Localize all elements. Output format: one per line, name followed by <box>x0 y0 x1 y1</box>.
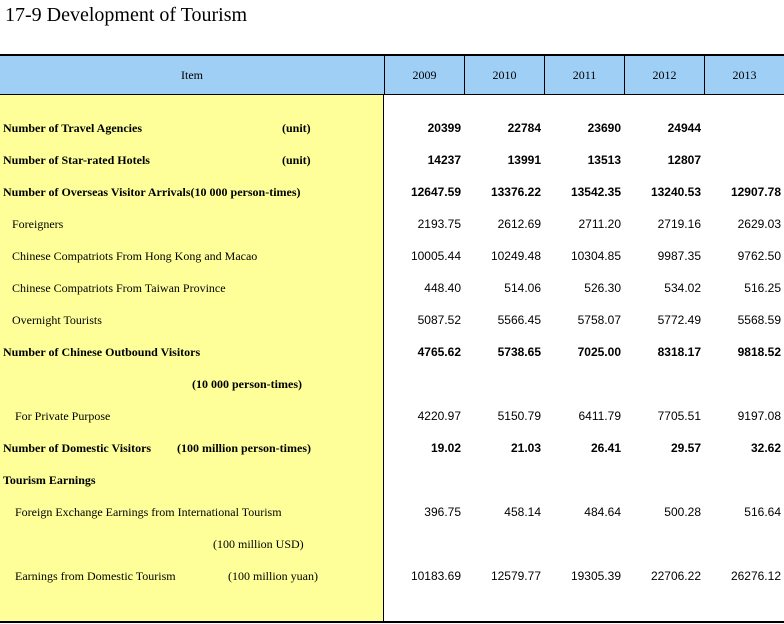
column-header-2009: 2009 <box>385 56 465 94</box>
row-unit: (unit) <box>282 153 311 167</box>
table-row <box>0 400 784 432</box>
table-row <box>0 432 784 464</box>
cell-2012: 22706.22 <box>650 569 701 583</box>
cell-2012: 24944 <box>667 121 701 135</box>
cell-2009: 10183.69 <box>410 569 461 583</box>
cell-2013: 9197.08 <box>737 409 781 423</box>
page-title: 17-9 Development of Tourism <box>5 4 248 26</box>
row-label: Number of Star-rated Hotels <box>3 153 150 167</box>
row-label: Foreigners <box>12 217 64 231</box>
row-unit: (100 million USD) <box>213 537 304 551</box>
table-row <box>0 112 784 144</box>
cell-2011: 26.41 <box>590 441 621 455</box>
cell-2013: 2629.03 <box>737 217 781 231</box>
cell-2009: 20399 <box>427 121 461 135</box>
cell-2009: 19.02 <box>430 441 461 455</box>
cell-2012: 8318.17 <box>657 345 701 359</box>
cell-2010: 12579.77 <box>490 569 541 583</box>
column-header-item: Item <box>0 56 385 94</box>
column-header-2011: 2011 <box>545 56 625 94</box>
cell-2009: 4220.97 <box>417 409 461 423</box>
cell-2011: 2711.20 <box>578 217 621 231</box>
cell-2012: 12807 <box>667 153 701 167</box>
cell-2010: 5566.45 <box>497 313 541 327</box>
cell-2010: 13991 <box>507 153 541 167</box>
row-label: Chinese Compatriots From Hong Kong and Macao <box>12 249 258 263</box>
cell-2011: 13513 <box>587 153 621 167</box>
row-unit: (10 000 person-times) <box>192 377 302 391</box>
table-bottom-rule <box>0 621 784 623</box>
row-label: Overnight Tourists <box>12 313 102 327</box>
table-row <box>0 240 784 272</box>
cell-2012: 5772.49 <box>657 313 701 327</box>
cell-2013: 12907.78 <box>730 185 781 199</box>
table-header <box>0 56 784 95</box>
row-label: Tourism Earnings <box>3 473 96 487</box>
cell-2012: 534.02 <box>664 281 701 295</box>
cell-2009: 4765.62 <box>417 345 461 359</box>
column-header-2013: 2013 <box>732 68 757 82</box>
cell-2012: 9987.35 <box>657 249 701 263</box>
cell-2009: 12647.59 <box>410 185 461 199</box>
row-label: Number of Domestic Visitors <box>3 441 152 455</box>
table-row <box>0 528 784 560</box>
table-row <box>0 560 784 592</box>
cell-2012: 29.57 <box>670 441 701 455</box>
cell-2012: 13240.53 <box>650 185 701 199</box>
table-row <box>0 368 784 400</box>
table-row <box>0 336 784 368</box>
cell-2011: 6411.79 <box>578 409 621 423</box>
cell-2013: 26276.12 <box>730 569 781 583</box>
cell-2011: 23690 <box>587 121 621 135</box>
cell-2013: 9818.52 <box>737 345 781 359</box>
table-row <box>0 272 784 304</box>
cell-2010: 5150.79 <box>497 409 541 423</box>
row-unit: (unit) <box>282 121 311 135</box>
row-label: Number of Chinese Outbound Visitors <box>3 345 201 359</box>
cell-2010: 514.06 <box>504 281 541 295</box>
cell-2011: 7025.00 <box>577 345 621 359</box>
row-label: Foreign Exchange Earnings from International Tourism <box>15 505 282 519</box>
cell-2010: 22784 <box>507 121 541 135</box>
cell-2013: 9762.50 <box>737 249 781 263</box>
column-header-2010: 2010 <box>465 56 545 94</box>
cell-2012: 500.28 <box>664 505 701 519</box>
cell-2009: 448.40 <box>424 281 461 295</box>
cell-2009: 2193.75 <box>417 217 461 231</box>
cell-2010: 2612.69 <box>497 217 541 231</box>
cell-2009: 14237 <box>427 153 461 167</box>
cell-2011: 526.30 <box>584 281 621 295</box>
cell-2013: 32.62 <box>750 441 781 455</box>
column-header-2012: 2012 <box>625 56 705 94</box>
cell-2010: 458.14 <box>504 505 541 519</box>
row-label: Number of Travel Agencies <box>3 121 142 135</box>
table-row <box>0 208 784 240</box>
cell-2010: 5738.65 <box>497 345 541 359</box>
table-row <box>0 304 784 336</box>
cell-2009: 10005.44 <box>410 249 461 263</box>
cell-2009: 5087.52 <box>417 313 461 327</box>
cell-2013: 516.25 <box>744 281 781 295</box>
cell-2013: 516.64 <box>744 505 781 519</box>
cell-2010: 13376.22 <box>490 185 541 199</box>
cell-2009: 396.75 <box>424 505 461 519</box>
row-unit: (100 million yuan) <box>228 569 318 583</box>
row-label: For Private Purpose <box>15 409 111 423</box>
table-row <box>0 496 784 528</box>
cell-2011: 484.64 <box>584 505 621 519</box>
row-label: Earnings from Domestic Tourism <box>15 569 176 583</box>
cell-2011: 13542.35 <box>570 185 621 199</box>
row-unit: (100 million person-times) <box>177 441 311 455</box>
cell-2010: 21.03 <box>510 441 541 455</box>
table-row <box>0 176 784 208</box>
cell-2012: 7705.51 <box>657 409 701 423</box>
cell-2010: 10249.48 <box>490 249 541 263</box>
cell-2011: 5758.07 <box>577 313 621 327</box>
cell-2011: 10304.85 <box>570 249 621 263</box>
table-row <box>0 144 784 176</box>
cell-2011: 19305.39 <box>570 569 621 583</box>
row-label: Number of Overseas Visitor Arrivals(10 000 person-times) <box>3 185 301 199</box>
cell-2013: 5568.59 <box>737 313 781 327</box>
row-label: Chinese Compatriots From Taiwan Province <box>12 281 226 295</box>
cell-2012: 2719.16 <box>657 217 701 231</box>
table-row <box>0 464 784 496</box>
